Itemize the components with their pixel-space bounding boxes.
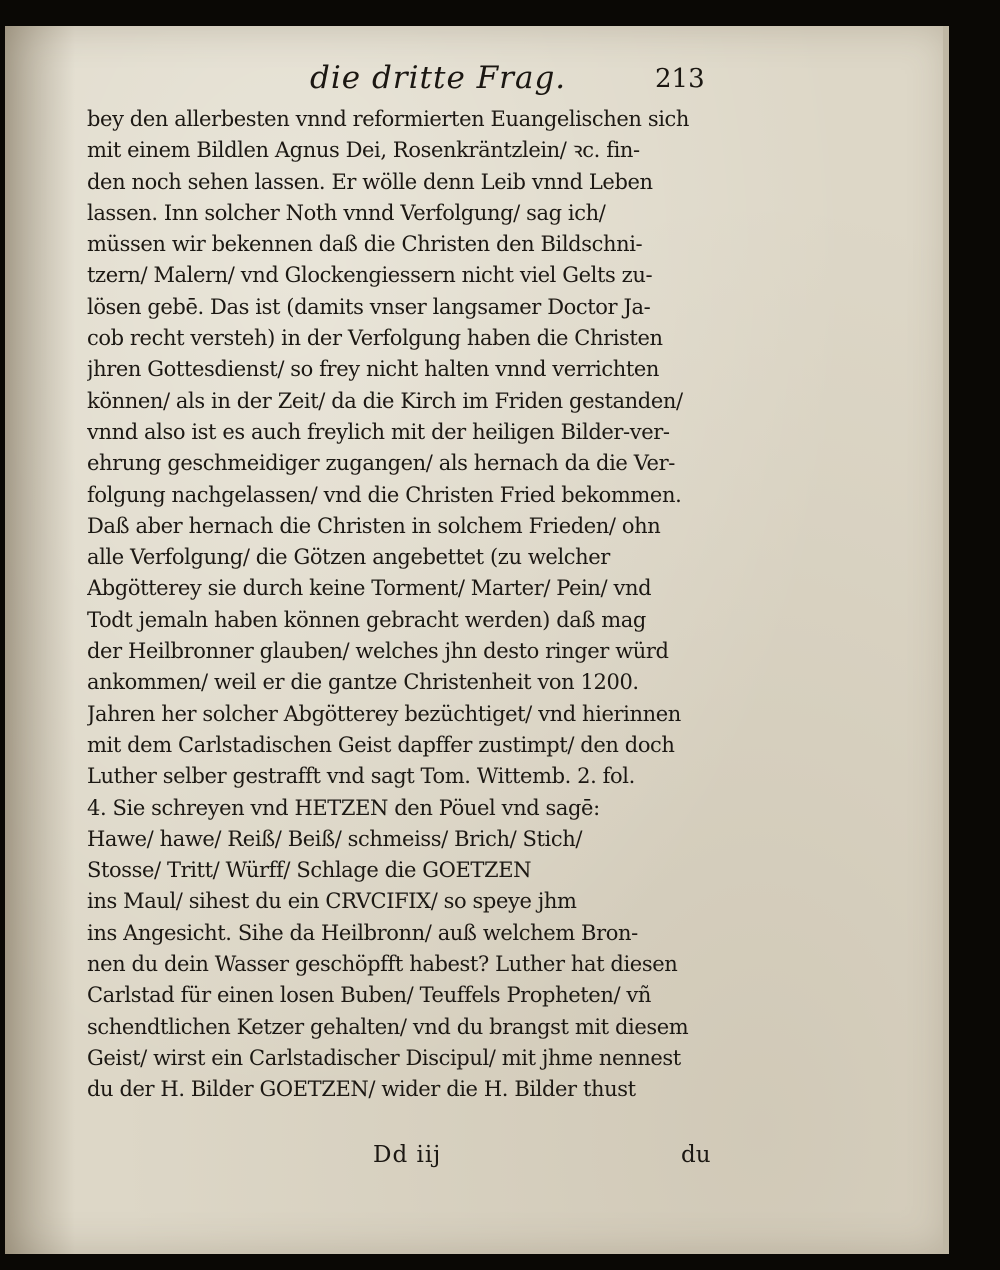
text-line: cob recht versteh) in der Verfolgung haben die Christen xyxy=(87,326,663,351)
text-line: Jahren her solcher Abgötterey bezüchtiget/ vnd hierinnen xyxy=(87,701,681,726)
text-line: Hawe/ hawe/ Reiß/ Beiß/ schmeiss/ Brich/ Stich/ xyxy=(87,826,583,851)
text-line: Stosse/ Tritt/ Würff/ Schlage die GOETZEN xyxy=(87,858,532,883)
text-line: 4. Sie schreyen vnd HETZEN den Pöuel vnd sagē: xyxy=(87,795,600,820)
text-line: mit dem Carlstadischen Geist dapffer zustimpt/ den doch xyxy=(87,732,675,757)
text-line: Daß aber hernach die Christen in solchem Frieden/ ohn xyxy=(87,513,661,538)
text-line: alle Verfolgung/ die Götzen angebettet (zu welcher xyxy=(87,545,610,570)
text-line: lösen gebē. Das ist (damits vnser langsamer Doctor Ja- xyxy=(87,294,651,319)
page-footer xyxy=(5,1142,949,1178)
book-page xyxy=(5,26,949,1254)
running-title: die dritte Frag. xyxy=(310,60,567,96)
text-line: der Heilbronner glauben/ welches jhn desto ringer würd xyxy=(87,639,669,664)
text-line: Luther selber gestrafft vnd sagt Tom. Wittemb. 2. fol. xyxy=(87,764,635,789)
text-line: lassen. Inn solcher Noth vnnd Verfolgung/ sag ich/ xyxy=(87,200,606,225)
text-line: du der H. Bilder GOETZEN/ wider die H. Bilder thust xyxy=(87,1077,636,1102)
text-line: tzern/ Malern/ vnd Glockengiessern nicht viel Gelts zu- xyxy=(87,263,653,288)
text-line: müssen wir bekennen daß die Christen den Bildschni- xyxy=(87,232,643,257)
text-line: vnnd also ist es auch freylich mit der heiligen Bilder-ver- xyxy=(87,419,670,444)
page-gutter-shadow xyxy=(5,26,75,1254)
text-line: können/ als in der Zeit/ da die Kirch im Friden gestanden/ xyxy=(87,388,683,413)
page-number: 213 xyxy=(655,64,705,94)
text-line: jhren Gottesdienst/ so frey nicht halten vnnd verrichten xyxy=(87,357,660,382)
text-line: Geist/ wirst ein Carlstadischer Discipul/ mit jhme nennest xyxy=(87,1045,681,1070)
text-line: schendtlichen Ketzer gehalten/ vnd du brangst mit diesem xyxy=(87,1014,689,1039)
signature-mark: Dd iij xyxy=(373,1142,442,1168)
text-line: nen du dein Wasser geschöpfft habest? Luther hat diesen xyxy=(87,952,678,977)
body-text xyxy=(87,104,727,1106)
text-line: bey den allerbesten vnnd reformierten Euangelischen sich xyxy=(87,107,690,131)
text-line: folgung nachgelassen/ vnd die Christen Fried bekommen. xyxy=(87,482,682,507)
text-line: ankommen/ weil er die gantze Christenheit von 1200. xyxy=(87,670,639,695)
text-line: mit einem Bildlen Agnus Dei, Rosenkräntzlein/ ꝛc. fin- xyxy=(87,138,640,163)
text-line: ins Angesicht. Sihe da Heilbronn/ auß welchem Bron- xyxy=(87,920,638,945)
text-line: ins Maul/ sihest du ein CRVCIFIX/ so speye jhm xyxy=(87,889,577,914)
text-line: Carlstad für einen losen Buben/ Teuffels Propheten/ vñ xyxy=(87,983,651,1008)
page-header xyxy=(5,60,949,100)
text-line: ehrung geschmeidiger zugangen/ als hernach da die Ver- xyxy=(87,451,675,476)
page-edge xyxy=(943,26,949,1254)
text-line: Abgötterey sie durch keine Torment/ Marter/ Pein/ vnd xyxy=(87,576,652,601)
catchword: du xyxy=(681,1142,711,1168)
text-line: den noch sehen lassen. Er wölle denn Leib vnnd Leben xyxy=(87,169,653,194)
text-line: Todt jemaln haben können gebracht werden) daß mag xyxy=(87,607,646,632)
